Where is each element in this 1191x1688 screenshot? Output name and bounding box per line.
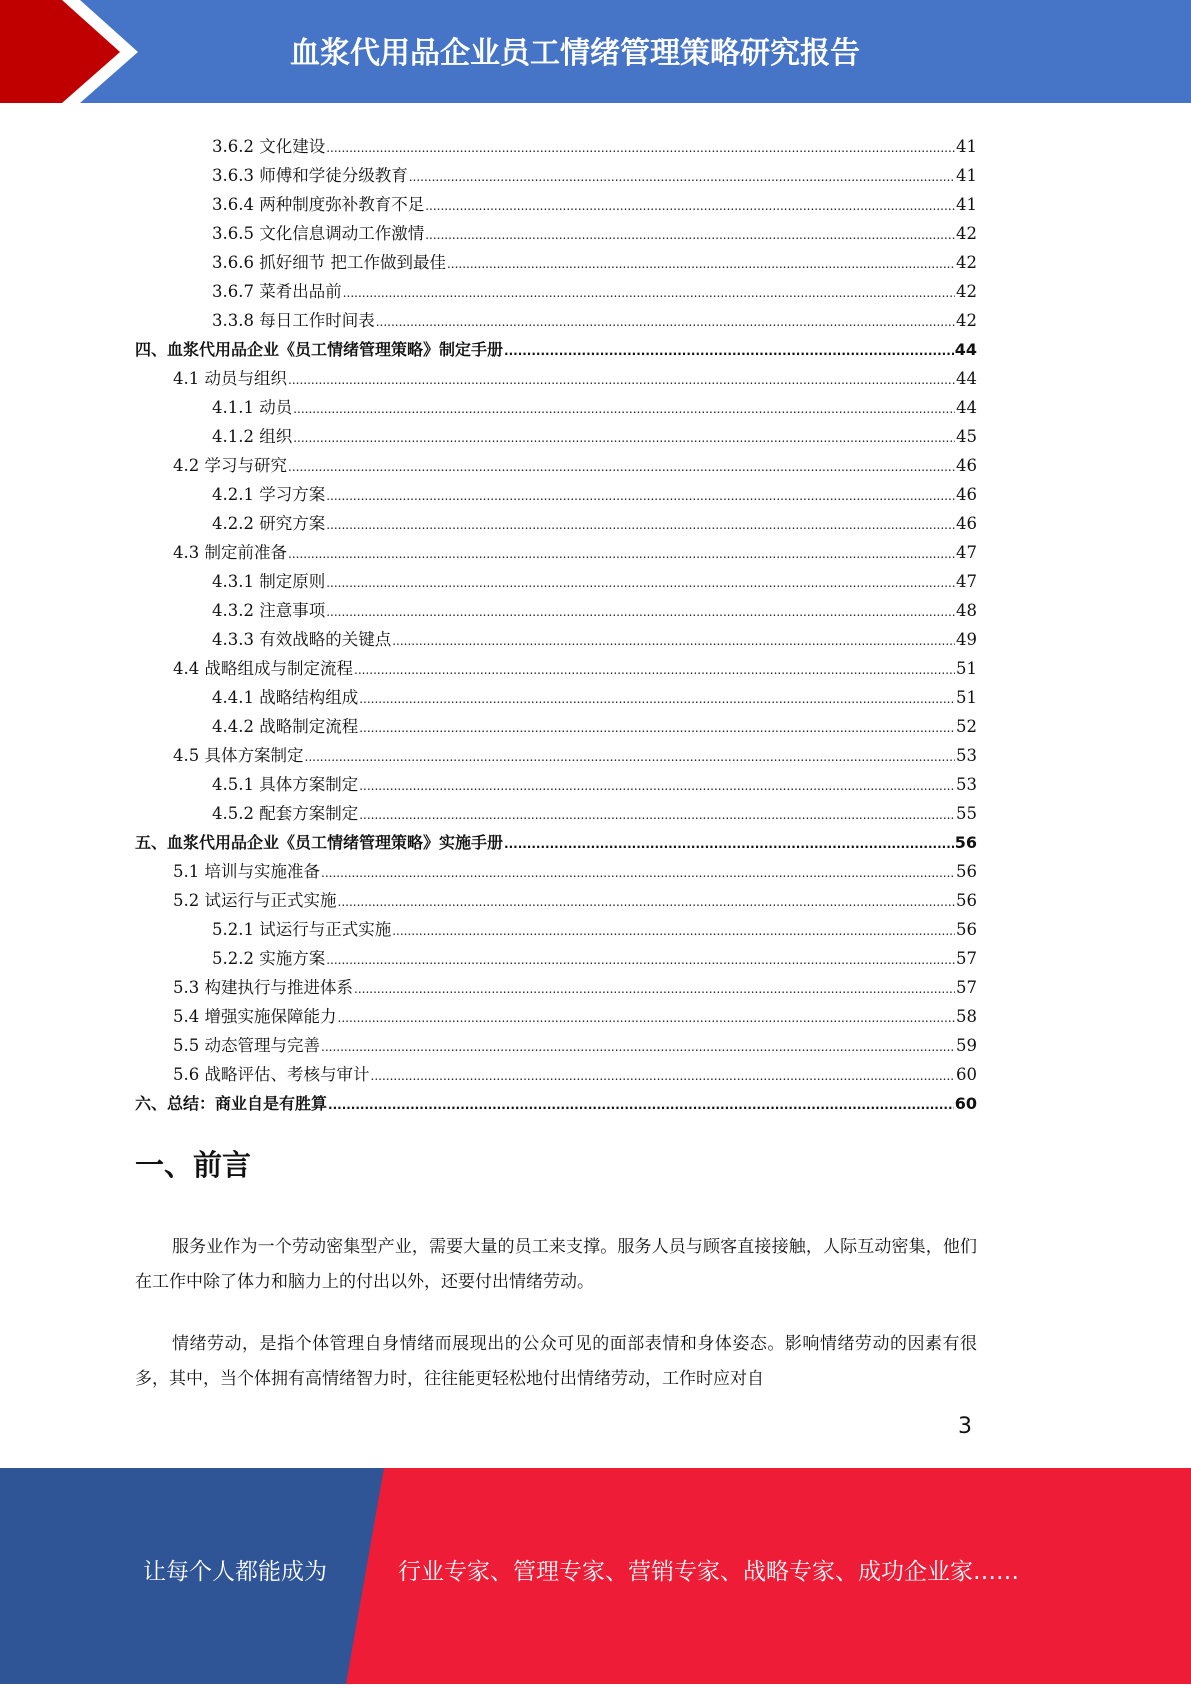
toc-entry[interactable]: [135, 364, 977, 393]
toc-entry-title: 3.6.5 文化信息调动工作激情: [212, 224, 425, 243]
toc-entry-page: 56: [956, 920, 977, 939]
toc-leader-dots: [376, 308, 955, 337]
toc-leader-dots: [354, 975, 955, 1004]
toc-entry-title: 5.5 动态管理与完善: [173, 1036, 320, 1055]
toc-entry[interactable]: [135, 683, 977, 712]
toc-entry-page: 57: [956, 978, 977, 997]
report-title: 血浆代用品企业员工情绪管理策略研究报告: [290, 36, 860, 71]
toc-leader-dots: [504, 337, 954, 366]
toc-entry[interactable]: [135, 1031, 977, 1060]
toc-entry-page: 47: [956, 572, 977, 591]
toc-entry-title: 3.6.3 师傅和学徒分级教育: [212, 166, 408, 185]
toc-leader-dots: [326, 569, 955, 598]
toc-entry[interactable]: [135, 1060, 977, 1089]
toc-entry-title: 4.2.1 学习方案: [212, 485, 326, 504]
toc-entry-title: 4.3.1 制定原则: [212, 572, 326, 591]
toc-leader-dots: [288, 366, 955, 395]
toc-leader-dots: [305, 743, 956, 772]
toc-entry[interactable]: [135, 132, 977, 161]
toc-entry[interactable]: [135, 161, 977, 190]
toc-entry[interactable]: [135, 538, 977, 567]
toc-leader-dots: [326, 598, 955, 627]
toc-entry-title: 4.1.2 组织: [212, 427, 293, 446]
toc-entry-page: 56: [956, 862, 977, 881]
toc-entry-title: 3.3.8 每日工作时间表: [212, 311, 375, 330]
toc-entry-title: 5.6 战略评估、考核与审计: [173, 1065, 370, 1084]
toc-entry[interactable]: [135, 770, 977, 799]
toc-entry[interactable]: [135, 944, 977, 973]
toc-entry-page: 53: [956, 746, 977, 765]
toc-entry-page: 59: [956, 1036, 977, 1055]
toc-entry[interactable]: [135, 248, 977, 277]
toc-entry-page: 42: [956, 282, 977, 301]
toc-entry[interactable]: [135, 886, 977, 915]
page-header: [0, 0, 1191, 110]
toc-entry-title: 4.3 制定前准备: [173, 543, 287, 562]
toc-leader-dots: [425, 192, 955, 221]
paragraph: 情绪劳动，是指个体管理自身情绪而展现出的公众可见的面部表情和身体姿态。影响情绪劳动的因素有很多，其中，当个体拥有高情绪智力时，往往能更轻松地付出情绪劳动，工作时应对自: [135, 1334, 977, 1389]
toc-entry[interactable]: [135, 567, 977, 596]
toc-entry-title: 4.2 学习与研究: [173, 456, 287, 475]
toc-entry-title: 5.2.1 试运行与正式实施: [212, 920, 392, 939]
toc-entry-title: 4.1 动员与组织: [173, 369, 287, 388]
toc-entry[interactable]: [135, 509, 977, 538]
toc-leader-dots: [326, 946, 955, 975]
toc-entry-title: 六、总结：商业自是有胜算: [135, 1094, 328, 1113]
toc-entry-page: 60: [956, 1065, 977, 1084]
toc-entry[interactable]: [135, 625, 977, 654]
page-number: 3: [958, 1414, 972, 1439]
toc-leader-dots: [359, 685, 955, 714]
toc-entry-page: 60: [954, 1094, 977, 1113]
toc-leader-dots: [288, 453, 955, 482]
toc-leader-dots: [359, 714, 955, 743]
toc-entry[interactable]: [135, 741, 977, 770]
toc-leader-dots: [326, 134, 955, 163]
toc-entry[interactable]: [135, 480, 977, 509]
toc-leader-dots: [354, 656, 955, 685]
toc-leader-dots: [338, 888, 956, 917]
toc-entry-title: 5.3 构建执行与推进体系: [173, 978, 353, 997]
toc-entry-title: 5.2 试运行与正式实施: [173, 891, 337, 910]
toc-entry-page: 41: [956, 166, 977, 185]
toc-leader-dots: [326, 511, 955, 540]
toc-entry[interactable]: [135, 973, 977, 1002]
toc-leader-dots: [392, 627, 955, 656]
toc-entry[interactable]: [135, 596, 977, 625]
toc-entry-page: 47: [956, 543, 977, 562]
toc-entry[interactable]: [135, 190, 977, 219]
toc-entry-title: 五、血浆代用品企业《员工情绪管理策略》实施手册: [135, 833, 504, 852]
section-heading: 一、前言: [135, 1148, 252, 1182]
toc-entry-title: 4.4.2 战略制定流程: [212, 717, 359, 736]
toc-leader-dots: [359, 801, 955, 830]
toc-entry-page: 46: [956, 456, 977, 475]
toc-leader-dots: [371, 1062, 956, 1091]
toc-entry-title: 4.3.2 注意事项: [212, 601, 326, 620]
toc-entry-page: 41: [956, 137, 977, 156]
toc-entry[interactable]: [135, 915, 977, 944]
toc-entry-title: 4.5.1 具体方案制定: [212, 775, 359, 794]
toc-entry-title: 3.6.4 两种制度弥补教育不足: [212, 195, 425, 214]
paragraph: 服务业作为一个劳动密集型产业，需要大量的员工来支撑。服务人员与顾客直接接触，人际互动密集，他们在工作中除了体力和脑力上的付出以外，还要付出情绪劳动。: [135, 1237, 977, 1292]
toc-leader-dots: [328, 1091, 954, 1120]
toc-leader-dots: [293, 395, 955, 424]
toc-entry-page: 45: [956, 427, 977, 446]
toc-entry[interactable]: [135, 306, 977, 335]
toc-entry-title: 3.6.2 文化建设: [212, 137, 326, 156]
toc-entry[interactable]: [135, 219, 977, 248]
toc-entry-page: 46: [956, 485, 977, 504]
toc-entry-page: 57: [956, 949, 977, 968]
toc-entry[interactable]: [135, 799, 977, 828]
toc-leader-dots: [326, 482, 955, 511]
toc-leader-dots: [425, 221, 955, 250]
toc-entry-page: 52: [956, 717, 977, 736]
toc-entry-title: 4.2.2 研究方案: [212, 514, 326, 533]
toc-entry-page: 44: [956, 398, 977, 417]
toc-entry-page: 58: [956, 1007, 977, 1026]
toc-leader-dots: [293, 424, 955, 453]
toc-leader-dots: [343, 279, 955, 308]
toc-entry-page: 41: [956, 195, 977, 214]
toc-leader-dots: [392, 917, 955, 946]
toc-entry[interactable]: [135, 335, 977, 364]
toc-leader-dots: [288, 540, 955, 569]
footer-slogan-left: 让每个人都能成为: [143, 1559, 327, 1585]
toc-leader-dots: [338, 1004, 956, 1033]
toc-leader-dots: [321, 1033, 955, 1062]
toc-leader-dots: [504, 830, 954, 859]
toc-entry[interactable]: [135, 393, 977, 422]
toc-entry-page: 44: [956, 369, 977, 388]
toc-entry-page: 42: [956, 311, 977, 330]
toc-entry-page: 51: [956, 659, 977, 678]
toc-entry[interactable]: [135, 654, 977, 683]
toc-entry-title: 5.2.2 实施方案: [212, 949, 326, 968]
toc-entry-title: 4.5 具体方案制定: [173, 746, 304, 765]
toc-entry-page: 44: [954, 340, 977, 359]
toc-entry-title: 四、血浆代用品企业《员工情绪管理策略》制定手册: [135, 340, 504, 359]
toc-entry[interactable]: [135, 857, 977, 886]
toc-leader-dots: [359, 772, 955, 801]
toc-entry-page: 53: [956, 775, 977, 794]
toc-entry-title: 5.4 增强实施保障能力: [173, 1007, 337, 1026]
toc-entry[interactable]: [135, 277, 977, 306]
toc-entry-page: 51: [956, 688, 977, 707]
footer-slogan-right: 行业专家、管理专家、营销专家、战略专家、成功企业家……: [398, 1559, 1019, 1585]
toc-entry-title: 4.5.2 配套方案制定: [212, 804, 359, 823]
toc-entry[interactable]: [135, 451, 977, 480]
toc-entry[interactable]: [135, 1089, 977, 1118]
toc-entry[interactable]: [135, 1002, 977, 1031]
toc-entry-title: 4.3.3 有效战略的关键点: [212, 630, 392, 649]
toc-entry-page: 56: [956, 891, 977, 910]
toc-entry-page: 55: [956, 804, 977, 823]
toc-leader-dots: [447, 250, 955, 279]
toc-entry[interactable]: [135, 712, 977, 741]
toc-entry-title: 5.1 培训与实施准备: [173, 862, 320, 881]
toc-leader-dots: [409, 163, 955, 192]
toc-leader-dots: [321, 859, 955, 888]
toc-entry-page: 42: [956, 224, 977, 243]
toc-entry-page: 46: [956, 514, 977, 533]
toc-entry[interactable]: [135, 422, 977, 451]
toc-entry-page: 49: [956, 630, 977, 649]
toc-entry-title: 4.4.1 战略结构组成: [212, 688, 359, 707]
table-of-contents: [135, 132, 977, 1118]
toc-entry-title: 4.4 战略组成与制定流程: [173, 659, 353, 678]
toc-entry-page: 56: [954, 833, 977, 852]
toc-entry-title: 3.6.6 抓好细节 把工作做到最佳: [212, 253, 446, 272]
toc-entry-title: 4.1.1 动员: [212, 398, 293, 417]
toc-entry-page: 42: [956, 253, 977, 272]
toc-entry[interactable]: [135, 828, 977, 857]
toc-entry-title: 3.6.7 菜肴出品前: [212, 282, 342, 301]
toc-entry-page: 48: [956, 601, 977, 620]
